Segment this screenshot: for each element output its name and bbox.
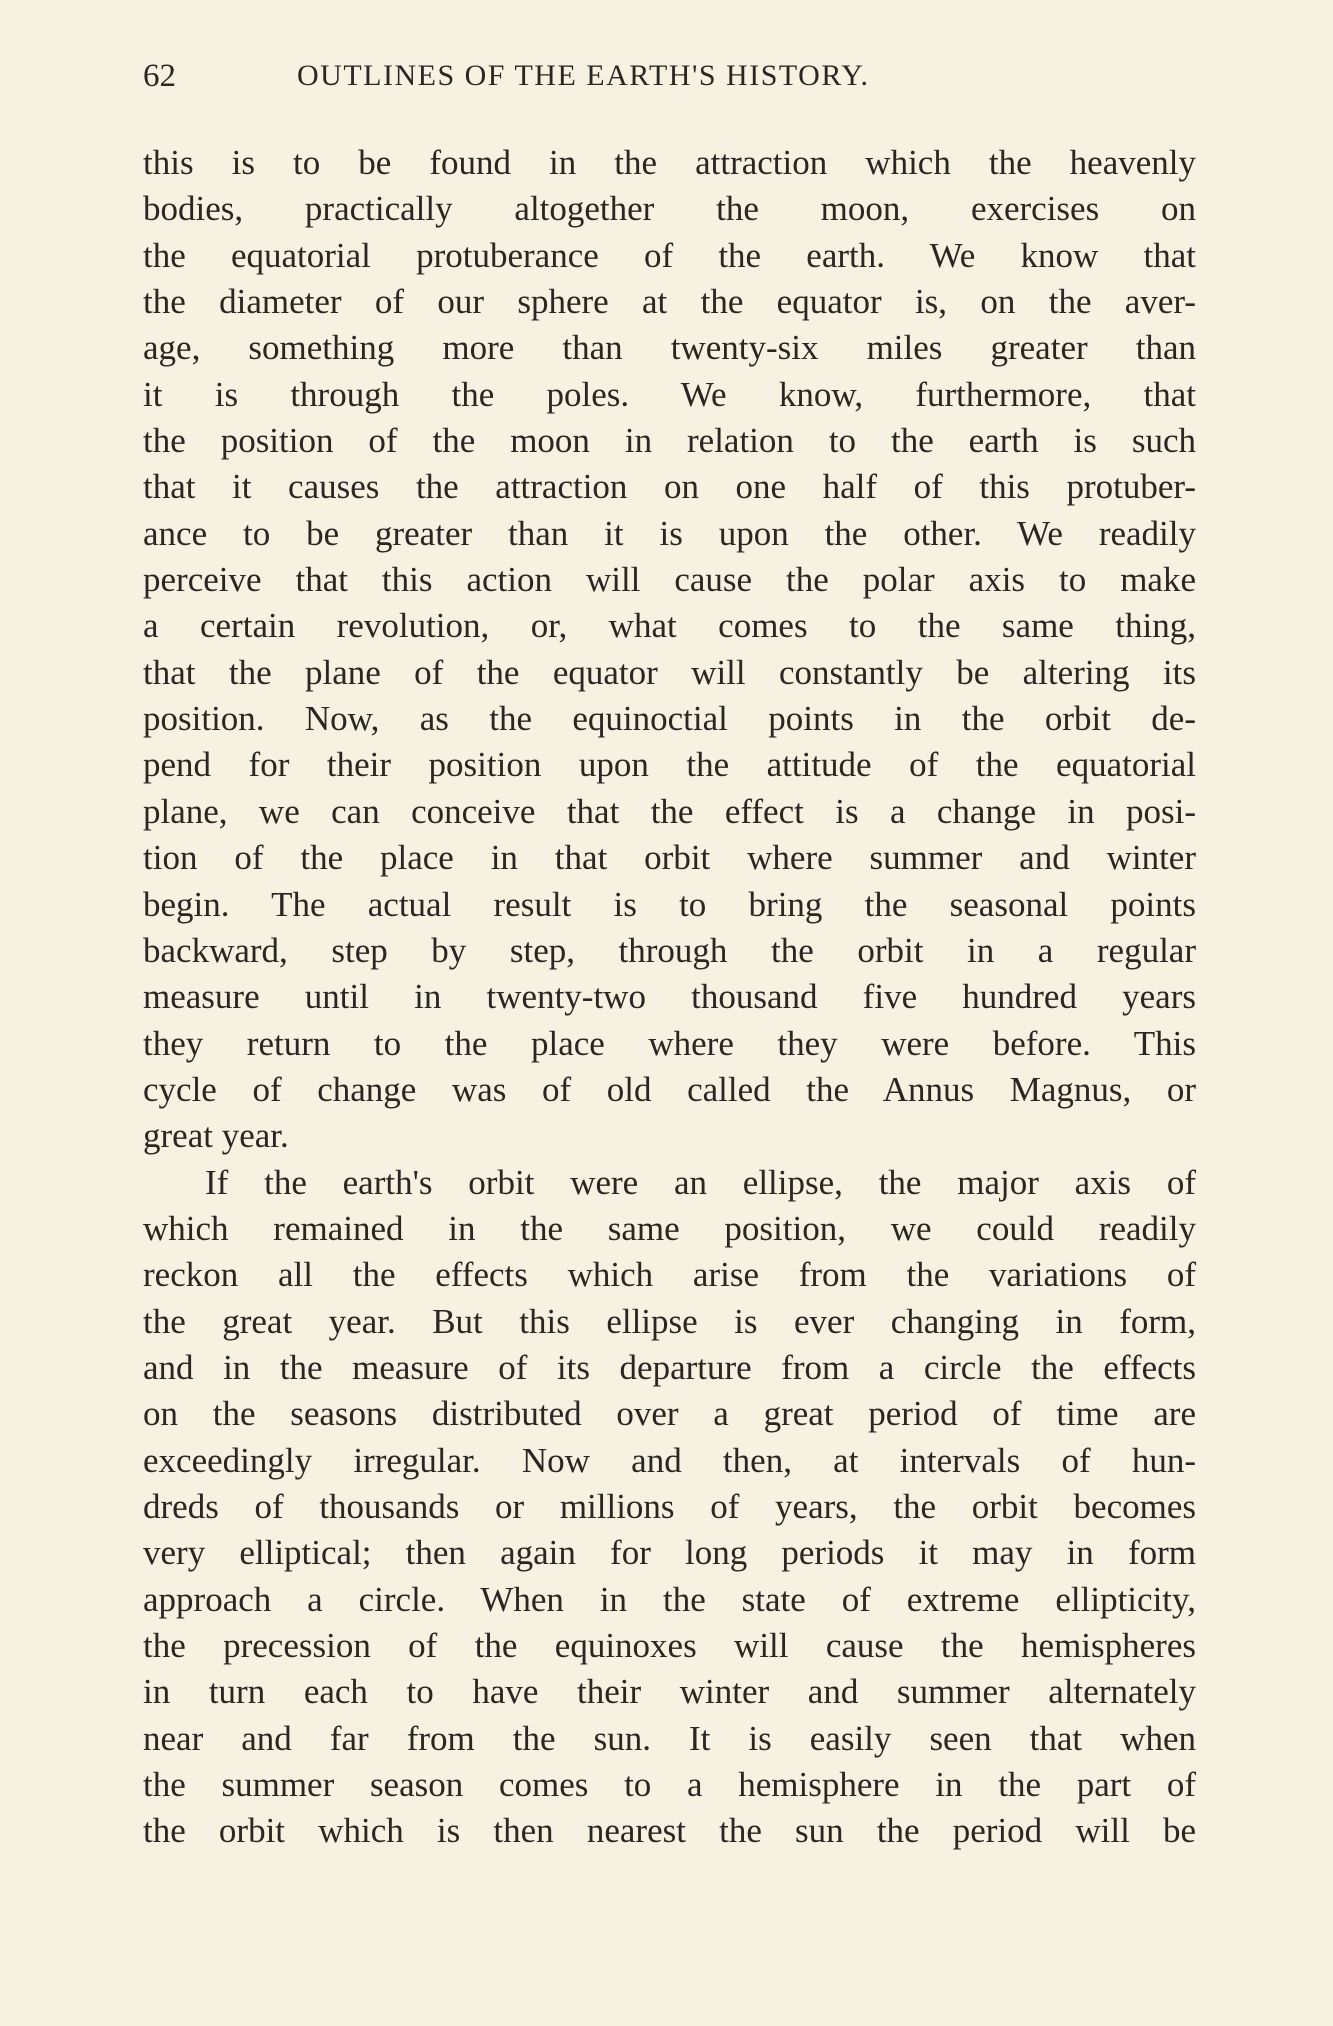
text-line: which remained in the same position, we could readily [143,1208,1196,1248]
text-line: on the seasons distributed over a great period of time are [143,1394,1196,1434]
text-line: a certain revolution, or, what comes to the same thing, [143,606,1196,646]
text-line: begin. The actual result is to bring the seasonal points [143,884,1196,924]
text-line: in turn each to have their winter and summer alternately [143,1672,1196,1712]
text-line: they return to the place where they were before. This [143,1023,1196,1063]
text-line: backward, step by step, through the orbit in a regular [143,930,1196,970]
text-line: very elliptical; then again for long periods it may in form [143,1533,1196,1573]
text-line: dreds of thousands or millions of years, the orbit becomes [143,1486,1196,1526]
text-line: tion of the place in that orbit where summer and winter [143,838,1196,878]
page-header [143,56,1203,96]
text-line: reckon all the effects which arise from the variations of [143,1255,1196,1295]
text-line: the orbit which is then nearest the sun the period will be [143,1811,1196,1851]
text-line: cycle of change was of old called the Annus Magnus, or [143,1069,1196,1109]
text-line: the summer season comes to a hemisphere in the part of [143,1765,1196,1805]
text-line: the position of the moon in relation to the earth is such [143,421,1196,461]
text-line: pend for their position upon the attitude of the equatorial [143,745,1196,785]
text-line: near and far from the sun. It is easily seen that when [143,1718,1196,1758]
text-line: it is through the poles. We know, furthermore, that [143,374,1196,414]
text-line: position. Now, as the equinoctial points in the orbit de- [143,699,1196,739]
running-head: OUTLINES OF THE EARTH'S HISTORY. [297,59,870,92]
text-line: the equatorial protuberance of the earth. We know that [143,235,1196,275]
text-line: age, something more than twenty-six miles greater than [143,328,1196,368]
paragraph-first-line: If the earth's orbit were an ellipse, the major axis of [205,1162,1196,1202]
text-line: approach a circle. When in the state of extreme ellipticity, [143,1579,1196,1619]
text-line: that it causes the attraction on one half of this protuber- [143,467,1196,507]
text-line: this is to be found in the attraction which the heavenly [143,143,1196,182]
text-line: that the plane of the equator will constantly be altering its [143,652,1196,692]
text-line: the precession of the equinoxes will cause the hemispheres [143,1626,1196,1665]
body-text [143,140,1196,1855]
page-number: 62 [143,58,176,94]
text-line: perceive that this action will cause the polar axis to make [143,560,1196,600]
paragraph-last-line: great year. [143,1116,289,1156]
text-line: the diameter of our sphere at the equator is, on the aver- [143,282,1196,322]
text-line: exceedingly irregular. Now and then, at intervals of hun- [143,1440,1196,1480]
text-line: the great year. But this ellipse is ever changing in form, [143,1301,1196,1341]
text-line: and in the measure of its departure from a circle the effects [143,1347,1196,1387]
text-line: ance to be greater than it is upon the other. We readily [143,513,1196,553]
text-line: bodies, practically altogether the moon, exercises on [143,189,1196,229]
text-line: plane, we can conceive that the effect is a change in posi- [143,791,1196,831]
text-line: measure until in twenty-two thousand five hundred years [143,977,1196,1017]
